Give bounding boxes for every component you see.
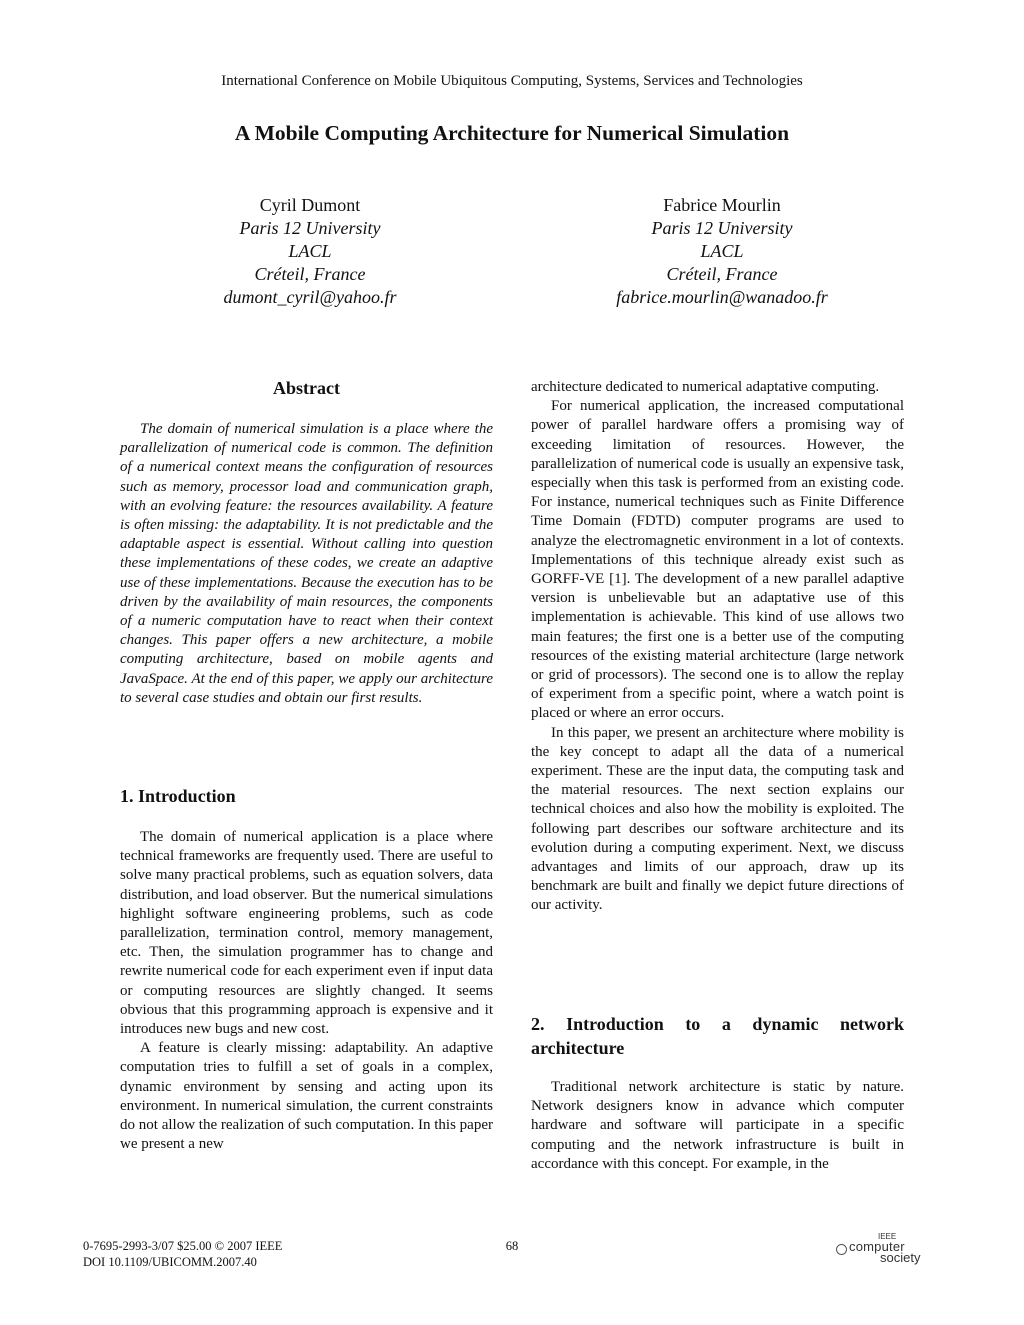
right-column-body: [531, 378, 904, 916]
intro-paragraph-3: architecture dedicated to numerical adaptative computing.: [531, 379, 880, 395]
author-name: Fabrice Mourlin: [663, 195, 781, 215]
author-lab: LACL: [700, 241, 744, 261]
page-number: 68: [505, 1239, 519, 1253]
abstract-paragraph: The domain of numerical simulation is a place where the parallelization of numerical code is common. The definition of a numerical context means the configuration of resources such as memory, processor load and communication graph, with an evolving feature: the resources availability. A feature is often missing: the adaptability. It is not predictable and the adaptable aspect is essential. Without calling into question these implementations of these codes, we create an adaptive use of these implementations. Because the execution has to be driven by the availability of main resources, the components of a numeric computation have to react when their context changes. This paper offers a new architecture, a mobile computing architecture, based on mobile agents and JavaSpace. At the end of this paper, we apply our architecture to several case studies and obtain our first results.: [120, 421, 493, 706]
section2-body: [531, 1078, 904, 1174]
author-affiliation: Paris 12 University: [239, 218, 381, 238]
logo-society-text: society: [880, 1250, 921, 1265]
intro-paragraph-1: The domain of numerical application is a place where technical frameworks are frequently used. There are useful to solve many practical problems, such as equation solvers, data distribution, and load observer. But the numerical simulations highlight software engineering problems, such as code parallelization, termination control, memory management, etc. Then, the simulation programmer has to change and rewrite numerical code for each experiment even if input data or computing resources are slightly changed. It seems obvious that this programming approach is expensive and it introduces new bugs and new cost.: [120, 829, 493, 1038]
intro-paragraph-2: A feature is clearly missing: adaptability. An adaptive computation tries to fulfill a set of goals in a complex, dynamic environment by sensing and acting upon its environment. In numerical simulation, the current constraints do not allow the realization of such computation. In this paper we present a new: [120, 1040, 493, 1153]
introduction-body: [120, 828, 493, 1154]
ieee-computer-society-logo: [836, 1232, 926, 1268]
logo-circle-icon: [836, 1244, 847, 1255]
author-affiliation: Paris 12 University: [651, 218, 793, 238]
conference-header: International Conference on Mobile Ubiquitous Computing, Systems, Services and Technologies: [221, 73, 803, 89]
author-block-1: [130, 194, 490, 309]
author-name: Cyril Dumont: [259, 195, 361, 215]
abstract-text: [120, 420, 493, 708]
author-location: Créteil, France: [254, 264, 366, 284]
author-lab: LACL: [288, 241, 332, 261]
logo-computer-text: computer: [849, 1239, 905, 1254]
paper-title: A Mobile Computing Architecture for Numerical Simulation: [234, 121, 790, 145]
footer-doi: DOI 10.1109/UBICOMM.2007.40: [83, 1255, 257, 1269]
footer-citation: [83, 1238, 282, 1270]
footer-isbn: 0-7695-2993-3/07 $25.00 © 2007 IEEE: [83, 1239, 283, 1253]
author-location: Créteil, France: [666, 264, 778, 284]
author-email: fabrice.mourlin@wanadoo.fr: [616, 287, 828, 307]
intro-paragraph-5: In this paper, we present an architecture where mobility is the key concept to adapt all the data of a numerical experiment. These are the input data, the computing task and the material resources. The next section explains our technical choices and also how the mobility is exploited. The following part describes our software architecture and its evolution during a computing experiment. Next, we discuss advantages and limits of our approach, draw up its benchmark are built and finally we depict future directions of our activity.: [531, 724, 904, 914]
section2-paragraph-1: Traditional network architecture is static by nature. Network designers know in advance which computer hardware and software will participate in a specific computing and the network infrastructure is built in accordance with this concept. For example, in the: [531, 1079, 904, 1172]
intro-paragraph-4: For numerical application, the increased computational power of parallel hardware offers a promising way of exceeding limitation of resources. However, the parallelization of numerical code is usually an expensive task, especially when this task is performed from an existing code. For instance, numerical techniques such as Finite Difference Time Domain (FDTD) computer programs are used to analyze the electromagnetic environment in a lot of contexts. Implementations of this technique already exist such as GORFF-VE [1]. The development of a new parallel adaptive version is unbelievable but an adaptative use of this implementation is achievable. This kind of use allows two main features; the first one is a better use of the computing resources of the existing material architecture (large network or grid of processors). The second one is to allow the replay of experiment from a specific point, where a watch point is placed or where an error occurs.: [531, 398, 904, 722]
logo-ieee-text: IEEE: [878, 1232, 897, 1241]
author-email: dumont_cyril@yahoo.fr: [223, 287, 397, 307]
introduction-heading: 1. Introduction: [120, 786, 236, 806]
author-block-2: [542, 194, 902, 309]
section2-heading: 2. Introduction to a dynamic network architecture: [531, 1014, 904, 1058]
abstract-heading: Abstract: [273, 378, 340, 398]
